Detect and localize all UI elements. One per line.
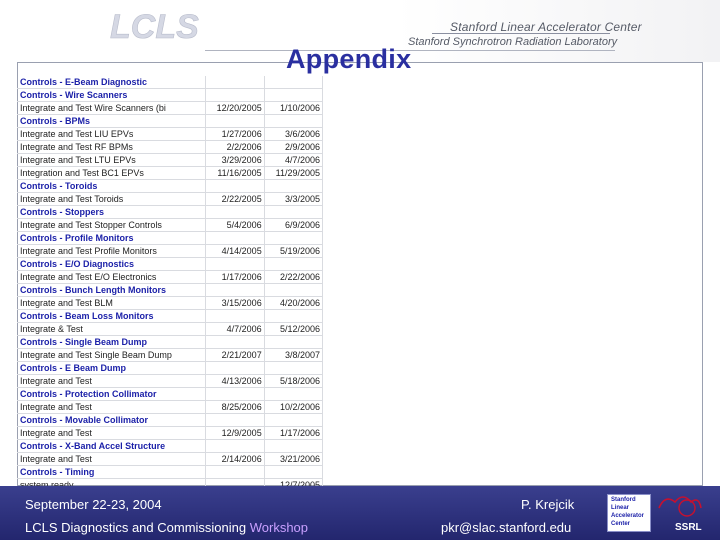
- task-name-cell: Integrate and Test E/O Electronics: [17, 271, 206, 284]
- end-date-cell: 1/17/2006: [264, 427, 322, 440]
- ssrl-logo: [653, 490, 707, 534]
- end-date-cell: [264, 310, 322, 323]
- start-date-cell: [206, 258, 264, 271]
- start-date-cell: 11/16/2005: [206, 167, 264, 180]
- slac-logo-line: Linear: [611, 505, 630, 511]
- end-date-cell: [264, 440, 322, 453]
- slide-title: Appendix: [286, 44, 412, 74]
- start-date-cell: 3/29/2006: [206, 154, 264, 167]
- workshop-name: LCLS Diagnostics and Commissioning: [25, 520, 250, 535]
- section-row: [17, 310, 323, 323]
- task-row: [17, 154, 323, 167]
- end-date-cell: [264, 115, 322, 128]
- section-row: [17, 76, 323, 89]
- task-name-cell: Controls - Single Beam Dump: [17, 336, 206, 349]
- task-name-cell: Integrate and Test LIU EPVs: [17, 128, 206, 141]
- end-date-cell: 3/21/2006: [264, 453, 322, 466]
- start-date-cell: 2/14/2006: [206, 453, 264, 466]
- start-date-cell: [206, 232, 264, 245]
- task-name-cell: Integrate and Test: [17, 375, 206, 388]
- start-date-cell: [206, 89, 264, 102]
- task-name-cell: Controls - Protection Collimator: [17, 388, 206, 401]
- end-date-cell: 3/6/2006: [264, 128, 322, 141]
- section-row: [17, 232, 323, 245]
- task-name-cell: Integrate and Test Toroids: [17, 193, 206, 206]
- task-name-cell: Integrate and Test: [17, 401, 206, 414]
- end-date-cell: 3/8/2007: [264, 349, 322, 362]
- slac-logo: [607, 494, 651, 532]
- task-row: [17, 128, 323, 141]
- task-name-cell: Integrate and Test: [17, 453, 206, 466]
- lcls-logo: [108, 4, 208, 48]
- task-name-cell: Integrate and Test: [17, 427, 206, 440]
- task-row: [17, 245, 323, 258]
- task-name-cell: Controls - Beam Loss Monitors: [17, 310, 206, 323]
- end-date-cell: [264, 258, 322, 271]
- end-date-cell: 4/7/2006: [264, 154, 322, 167]
- footer-author: P. Krejcik: [521, 497, 575, 512]
- task-name-cell: Integrate and Test Wire Scanners (bi: [17, 102, 206, 115]
- section-row: [17, 206, 323, 219]
- end-date-cell: [264, 336, 322, 349]
- section-row: [17, 89, 323, 102]
- footer-date: September 22-23, 2004: [25, 497, 162, 512]
- end-date-cell: [264, 180, 322, 193]
- task-row: [17, 453, 323, 466]
- task-name-cell: Controls - X-Band Accel Structure: [17, 440, 206, 453]
- task-row: [17, 375, 323, 388]
- slac-org-name: Stanford Linear Accelerator Center: [450, 20, 642, 34]
- start-date-cell: [206, 362, 264, 375]
- section-row: [17, 414, 323, 427]
- end-date-cell: [264, 388, 322, 401]
- task-row: [17, 271, 323, 284]
- task-row: [17, 427, 323, 440]
- ssrl-logo-text: SSRL: [675, 522, 702, 533]
- task-row: [17, 219, 323, 232]
- task-name-cell: Integrate and Test Profile Monitors: [17, 245, 206, 258]
- start-date-cell: [206, 414, 264, 427]
- end-date-cell: [264, 362, 322, 375]
- end-date-cell: [264, 284, 322, 297]
- end-date-cell: [264, 466, 322, 479]
- start-date-cell: [206, 206, 264, 219]
- end-date-cell: 5/12/2006: [264, 323, 322, 336]
- schedule-table: [17, 76, 323, 492]
- task-name-cell: Controls - Toroids: [17, 180, 206, 193]
- task-name-cell: Controls - Bunch Length Monitors: [17, 284, 206, 297]
- start-date-cell: [206, 284, 264, 297]
- start-date-cell: [206, 76, 264, 89]
- end-date-cell: 1/10/2006: [264, 102, 322, 115]
- task-name-cell: Integrate and Test LTU EPVs: [17, 154, 206, 167]
- task-name-cell: Controls - E/O Diagnostics: [17, 258, 206, 271]
- start-date-cell: [206, 466, 264, 479]
- task-name-cell: Integrate and Test RF BPMs: [17, 141, 206, 154]
- section-row: [17, 336, 323, 349]
- end-date-cell: [264, 76, 322, 89]
- task-row: [17, 167, 323, 180]
- task-row: [17, 323, 323, 336]
- start-date-cell: [206, 336, 264, 349]
- task-name-cell: Integrate and Test Stopper Controls: [17, 219, 206, 232]
- slac-logo-line: Stanford: [611, 497, 636, 503]
- end-date-cell: 5/19/2006: [264, 245, 322, 258]
- task-row: [17, 102, 323, 115]
- task-name-cell: Controls - Stoppers: [17, 206, 206, 219]
- end-date-cell: [264, 206, 322, 219]
- end-date-cell: 10/2/2006: [264, 401, 322, 414]
- start-date-cell: [206, 388, 264, 401]
- section-row: [17, 284, 323, 297]
- section-row: [17, 440, 323, 453]
- end-date-cell: 2/9/2006: [264, 141, 322, 154]
- task-name-cell: Integrate and Test BLM: [17, 297, 206, 310]
- start-date-cell: 3/15/2006: [206, 297, 264, 310]
- schedule-table-body: [17, 76, 323, 492]
- end-date-cell: 6/9/2006: [264, 219, 322, 232]
- start-date-cell: [206, 180, 264, 193]
- task-name-cell: Controls - BPMs: [17, 115, 206, 128]
- start-date-cell: [206, 310, 264, 323]
- task-row: [17, 401, 323, 414]
- section-row: [17, 115, 323, 128]
- task-name-cell: Controls - Wire Scanners: [17, 89, 206, 102]
- task-row: [17, 297, 323, 310]
- footer-email: pkr@slac.stanford.edu: [441, 520, 572, 535]
- section-row: [17, 388, 323, 401]
- start-date-cell: 1/17/2006: [206, 271, 264, 284]
- task-name-cell: Integrate & Test: [17, 323, 206, 336]
- section-row: [17, 362, 323, 375]
- start-date-cell: 5/4/2006: [206, 219, 264, 232]
- start-date-cell: 1/27/2006: [206, 128, 264, 141]
- task-name-cell: Controls - Profile Monitors: [17, 232, 206, 245]
- section-row: [17, 258, 323, 271]
- task-name-cell: Controls - Movable Collimator: [17, 414, 206, 427]
- section-row: [17, 180, 323, 193]
- start-date-cell: [206, 440, 264, 453]
- slac-logo-line: Center: [611, 521, 631, 527]
- task-name-cell: Controls - E-Beam Diagnostic: [17, 76, 206, 89]
- end-date-cell: 3/3/2005: [264, 193, 322, 206]
- task-row: [17, 193, 323, 206]
- end-date-cell: 5/18/2006: [264, 375, 322, 388]
- section-row: [17, 466, 323, 479]
- start-date-cell: 4/7/2006: [206, 323, 264, 336]
- lcls-logo-text: LCLS: [110, 8, 199, 46]
- task-row: [17, 141, 323, 154]
- ssrl-org-name: Stanford Synchrotron Radiation Laboratory: [408, 36, 618, 48]
- footer-workshop: [25, 520, 308, 535]
- start-date-cell: 12/20/2005: [206, 102, 264, 115]
- start-date-cell: 8/25/2006: [206, 401, 264, 414]
- end-date-cell: [264, 89, 322, 102]
- start-date-cell: 2/21/2007: [206, 349, 264, 362]
- start-date-cell: 4/13/2006: [206, 375, 264, 388]
- start-date-cell: 2/22/2005: [206, 193, 264, 206]
- task-row: [17, 349, 323, 362]
- end-date-cell: [264, 232, 322, 245]
- end-date-cell: 2/22/2006: [264, 271, 322, 284]
- start-date-cell: 4/14/2005: [206, 245, 264, 258]
- task-name-cell: Integrate and Test Single Beam Dump: [17, 349, 206, 362]
- end-date-cell: 11/29/2005: [264, 167, 322, 180]
- start-date-cell: 2/2/2006: [206, 141, 264, 154]
- task-name-cell: Controls - E Beam Dump: [17, 362, 206, 375]
- slac-logo-line: Accelerator: [611, 513, 645, 519]
- task-name-cell: Integration and Test BC1 EPVs: [17, 167, 206, 180]
- start-date-cell: [206, 115, 264, 128]
- end-date-cell: 4/20/2006: [264, 297, 322, 310]
- task-name-cell: Controls - Timing: [17, 466, 206, 479]
- end-date-cell: [264, 414, 322, 427]
- workshop-highlight: Workshop: [249, 520, 309, 535]
- start-date-cell: 12/9/2005: [206, 427, 264, 440]
